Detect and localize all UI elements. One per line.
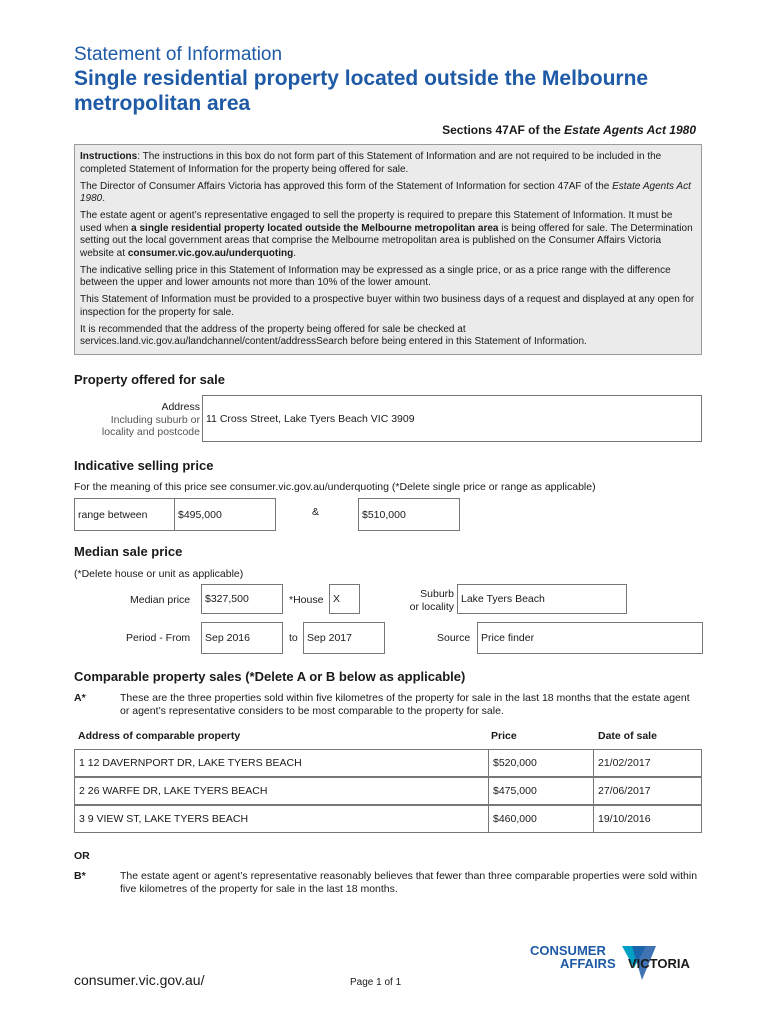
period-from-field[interactable]: Sep 2016 (201, 622, 283, 654)
period-to-field[interactable]: Sep 2017 (303, 622, 385, 654)
option-a-label: A* (74, 692, 86, 704)
instructions-box (74, 144, 702, 355)
table-row (74, 749, 702, 777)
indicative-note: For the meaning of this price see consumer.vic.gov.au/underquoting (*Delete single price or range as applicable) (74, 481, 596, 493)
logo-line3: VICTORIA (628, 956, 690, 971)
row-date[interactable]: 19/10/2016 (593, 806, 701, 832)
consumer-affairs-victoria-logo (528, 940, 708, 988)
instructions-label: Instructions (80, 151, 138, 162)
instructions-text-3a: The estate agent or agent’s representative engaged to sell the property is required to prepare this Statement of Information. It must be used when (80, 210, 673, 234)
house-checkbox[interactable]: X (329, 584, 360, 614)
comparable-heading: Comparable property sales (*Delete A or B below as applicable) (74, 669, 466, 684)
col-date-header: Date of sale (598, 730, 657, 742)
range-ampersand: & (312, 506, 320, 518)
price-low-field[interactable]: $495,000 (174, 498, 276, 531)
instructions-text-3b: a single residential property located outside the Melbourne metropolitan area (131, 222, 499, 234)
option-a-text: These are the three properties sold within five kilometres of the property for sale in the last 18 months that the estate agent or agent’s representative considers to be most comparable to the property for sale. (120, 692, 690, 717)
document-subtitle: Statement of Information (74, 44, 283, 65)
range-between-label: range between (74, 498, 174, 531)
instructions-text-3c: is being offered for sale. The Determination setting out the local government areas that comprise the Melbourne metropolitan area is published on the Consumer Affairs Victoria website at (80, 222, 693, 259)
col-address-header: Address of comparable property (78, 730, 241, 742)
row-price[interactable]: $520,000 (488, 750, 593, 776)
instructions-text-2-end: . (102, 193, 106, 204)
median-note: (*Delete house or unit as applicable) (74, 568, 244, 580)
row-address[interactable]: 1 12 DAVERNPORT DR, LAKE TYERS BEACH (79, 757, 302, 769)
suburb-label-line2: or locality (409, 600, 454, 613)
indicative-heading: Indicative selling price (74, 458, 214, 473)
address-label (74, 401, 200, 439)
instructions-text-2: The Director of Consumer Affairs Victoria has approved this form of the Statement of Information for section 47AF of the (80, 180, 613, 192)
row-price[interactable]: $475,000 (488, 778, 593, 804)
instructions-para-5: This Statement of Information must be provided to a prospective buyer within two business days of a request and displayed at any open for inspection for the property for sale. (80, 294, 695, 318)
instructions-para-1 (80, 151, 696, 176)
footer-url[interactable]: consumer.vic.gov.au/ (74, 972, 205, 988)
period-to-label: to (289, 632, 298, 644)
period-from-label: Period - From (126, 632, 191, 644)
address-label-line3: locality and postcode (101, 426, 200, 438)
suburb-label-line1: Suburb (420, 588, 454, 600)
source-field[interactable]: Price finder (477, 622, 703, 654)
source-label: Source (437, 632, 471, 644)
instructions-text-3e: . (293, 247, 296, 259)
instructions-para-4: The indicative selling price in this Statement of Information may be expressed as a single price, or as a price range with the difference between the upper and lower amounts not more than 10% of the lower amount. (80, 264, 671, 288)
instructions-para-2 (80, 181, 696, 206)
instructions-text-1: : The instructions in this box do not form part of this Statement of Information and are not required to be included in the completed Statement of Information for the property being offered for sale. (80, 151, 662, 175)
sections-prefix: Sections 47AF of the (442, 123, 565, 137)
underquoting-link[interactable]: consumer.vic.gov.au/underquoting (127, 247, 294, 259)
property-heading: Property offered for sale (74, 372, 225, 387)
table-row (74, 805, 702, 833)
suburb-label (394, 588, 454, 613)
option-b-label: B* (74, 870, 86, 882)
row-date[interactable]: 27/06/2017 (593, 778, 701, 804)
sections-act: Estate Agents Act 1980 (564, 123, 696, 137)
row-price[interactable]: $460,000 (488, 806, 593, 832)
median-price-field[interactable]: $327,500 (201, 584, 283, 614)
logo-line2: AFFAIRS (560, 956, 616, 971)
sections-reference (442, 123, 696, 137)
price-high-field[interactable]: $510,000 (358, 498, 460, 531)
col-price-header: Price (491, 730, 517, 742)
instructions-para-6: It is recommended that the address of the property being offered for sale be checked at services.land.vic.gov.au/landchannel/content/addressSearch before being entered in this Statement of Information. (80, 323, 587, 347)
row-address[interactable]: 2 26 WARFE DR, LAKE TYERS BEACH (79, 785, 268, 797)
house-label: *House (289, 594, 324, 606)
document-title: Single residential property located outside the Melbourne metropolitan area (74, 67, 649, 115)
option-b-text: The estate agent or agent’s representative reasonably believes that fewer than three comparable properties were sold within five kilometres of the property for sale in the last 18 months. (120, 870, 698, 895)
page-number: Page 1 of 1 (350, 977, 402, 988)
cav-logo-graphic (528, 940, 708, 988)
instructions-act: Estate Agents Act 1980 (80, 180, 691, 204)
instructions-para-3 (80, 210, 696, 260)
address-label-line1: Address (161, 401, 200, 413)
or-label: OR (74, 850, 90, 862)
median-price-label: Median price (130, 594, 191, 606)
table-row (74, 777, 702, 805)
address-field[interactable]: 11 Cross Street, Lake Tyers Beach VIC 3909 (202, 395, 702, 442)
row-date[interactable]: 21/02/2017 (593, 750, 701, 776)
row-address[interactable]: 3 9 VIEW ST, LAKE TYERS BEACH (79, 813, 249, 825)
median-heading: Median sale price (74, 544, 183, 559)
suburb-field[interactable]: Lake Tyers Beach (457, 584, 627, 614)
logo-line1: CONSUMER (530, 943, 606, 958)
address-label-line2: Including suburb or (110, 413, 200, 426)
